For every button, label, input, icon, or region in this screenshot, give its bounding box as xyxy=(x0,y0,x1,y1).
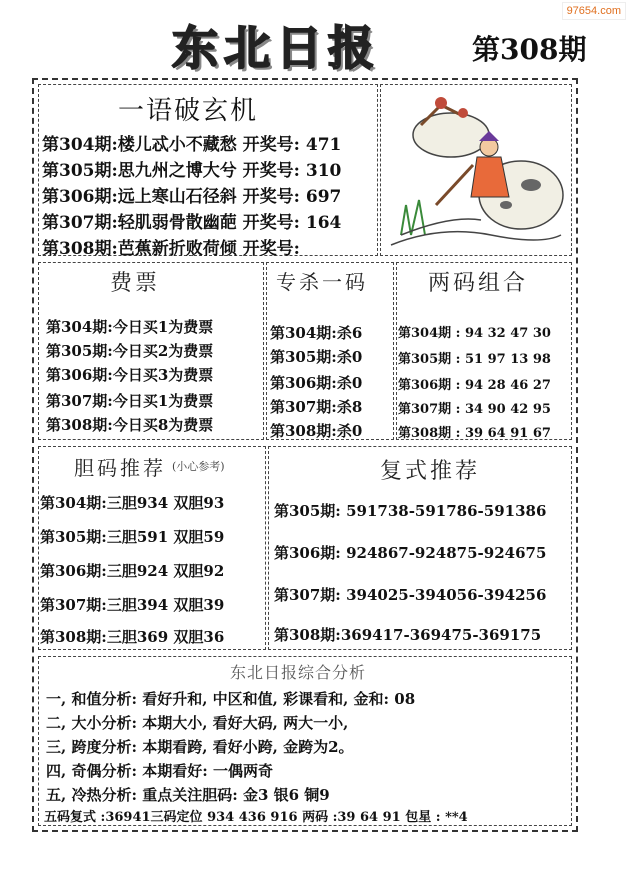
fushi-line: 第308期:369417-369475-369175 xyxy=(274,626,542,644)
zhuansha-line: 第307期:杀8 xyxy=(270,398,363,416)
danma-line: 第305期:三胆591 双胆59 xyxy=(40,528,225,546)
analysis-title: 东北日报综合分析 xyxy=(230,663,367,682)
site-watermark: 97654.com xyxy=(562,2,626,20)
feipiao-line: 第308期:今日买8为费票 xyxy=(46,416,214,434)
liangma-line: 第305期 : 51 97 13 98 xyxy=(398,352,551,367)
analysis-line: 四, 奇偶分析: 本期看好: 一偶两奇 xyxy=(46,762,273,780)
fushi-line: 第307期: 394025-394056-394256 xyxy=(274,586,547,604)
stream-shape xyxy=(391,232,561,245)
danma-line: 第308期:三胆369 双胆36 xyxy=(40,628,225,646)
feipiao-line: 第305期:今日买2为费票 xyxy=(46,342,214,360)
analysis-line: 五, 冷热分析: 重点关注胆码: 金3 银6 铜9 xyxy=(46,786,330,804)
zhuansha-line: 第306期:杀0 xyxy=(270,374,363,392)
analysis-line: 三, 跨度分析: 本期看跨, 看好小跨, 金跨为2。 xyxy=(46,738,354,756)
riddle-line: 第306期:远上寒山石径斜 开奖号: 697 xyxy=(42,187,342,207)
figure-staff xyxy=(436,165,473,205)
liangma-line: 第304期 : 94 32 47 30 xyxy=(398,326,551,341)
liangma-line: 第307期 : 34 90 42 95 xyxy=(398,402,551,417)
danma-line: 第304期:三胆934 双胆93 xyxy=(40,494,225,512)
riddle-line: 第305期:思九州之博大兮 开奖号: 310 xyxy=(42,161,342,181)
analysis-line: 二, 大小分析: 本期大小, 看好大码, 两大一小, xyxy=(46,714,349,732)
danma-line: 第306期:三胆924 双胆92 xyxy=(40,562,225,580)
masthead-title: 东北日报 xyxy=(172,21,380,75)
liangma-title: 两码组合 xyxy=(428,271,529,296)
zhuansha-line: 第304期:杀6 xyxy=(270,324,363,342)
zhuansha-line: 第308期:杀0 xyxy=(270,422,363,440)
fushi-line: 第305期: 591738-591786-591386 xyxy=(274,502,547,520)
riddle-line: 第307期:轻肌弱骨散幽葩 开奖号: 164 xyxy=(42,213,342,233)
riddle-line: 第304期:楼儿忒小不藏愁 开奖号: 471 xyxy=(42,135,342,155)
figure-robe xyxy=(471,157,509,197)
riddle-line: 第308期:芭蕉新折败荷倾 开奖号: xyxy=(42,239,300,259)
feipiao-line: 第307期:今日买1为费票 xyxy=(46,392,214,410)
rock-hole xyxy=(521,179,541,191)
tree-leaf xyxy=(435,97,447,109)
zhuansha-line: 第305期:杀0 xyxy=(270,348,363,366)
riddle-title: 一语破玄机 xyxy=(118,96,259,126)
fushi-title: 复式推荐 xyxy=(380,459,481,484)
analysis-footer: 五码复式 :36941三码定位 934 436 916 两码 :39 64 91 包星 : **4 xyxy=(44,810,468,825)
scholar-illustration xyxy=(381,85,571,255)
feipiao-title: 费票 xyxy=(110,271,161,296)
illustration-box xyxy=(380,84,572,256)
issue-number: 第308期 xyxy=(472,33,587,66)
liangma-line: 第306期 : 94 28 46 27 xyxy=(398,378,551,393)
fushi-line: 第306期: 924867-924875-924675 xyxy=(274,544,547,562)
tree-leaf xyxy=(458,108,468,118)
feipiao-line: 第304期:今日买1为费票 xyxy=(46,318,214,336)
analysis-line: 一, 和值分析: 看好升和, 中区和值, 彩课看和, 金和: 08 xyxy=(46,690,416,708)
danma-title: 胆码推荐 xyxy=(74,456,166,480)
liangma-line: 第308期 : 39 64 91 67 xyxy=(398,426,551,441)
rock-hole xyxy=(500,201,512,209)
feipiao-line: 第306期:今日买3为费票 xyxy=(46,366,214,384)
danma-note: (小心参考) xyxy=(172,460,225,473)
zhuansha-title: 专杀一码 xyxy=(276,270,368,294)
danma-line: 第307期:三胆394 双胆39 xyxy=(40,596,225,614)
